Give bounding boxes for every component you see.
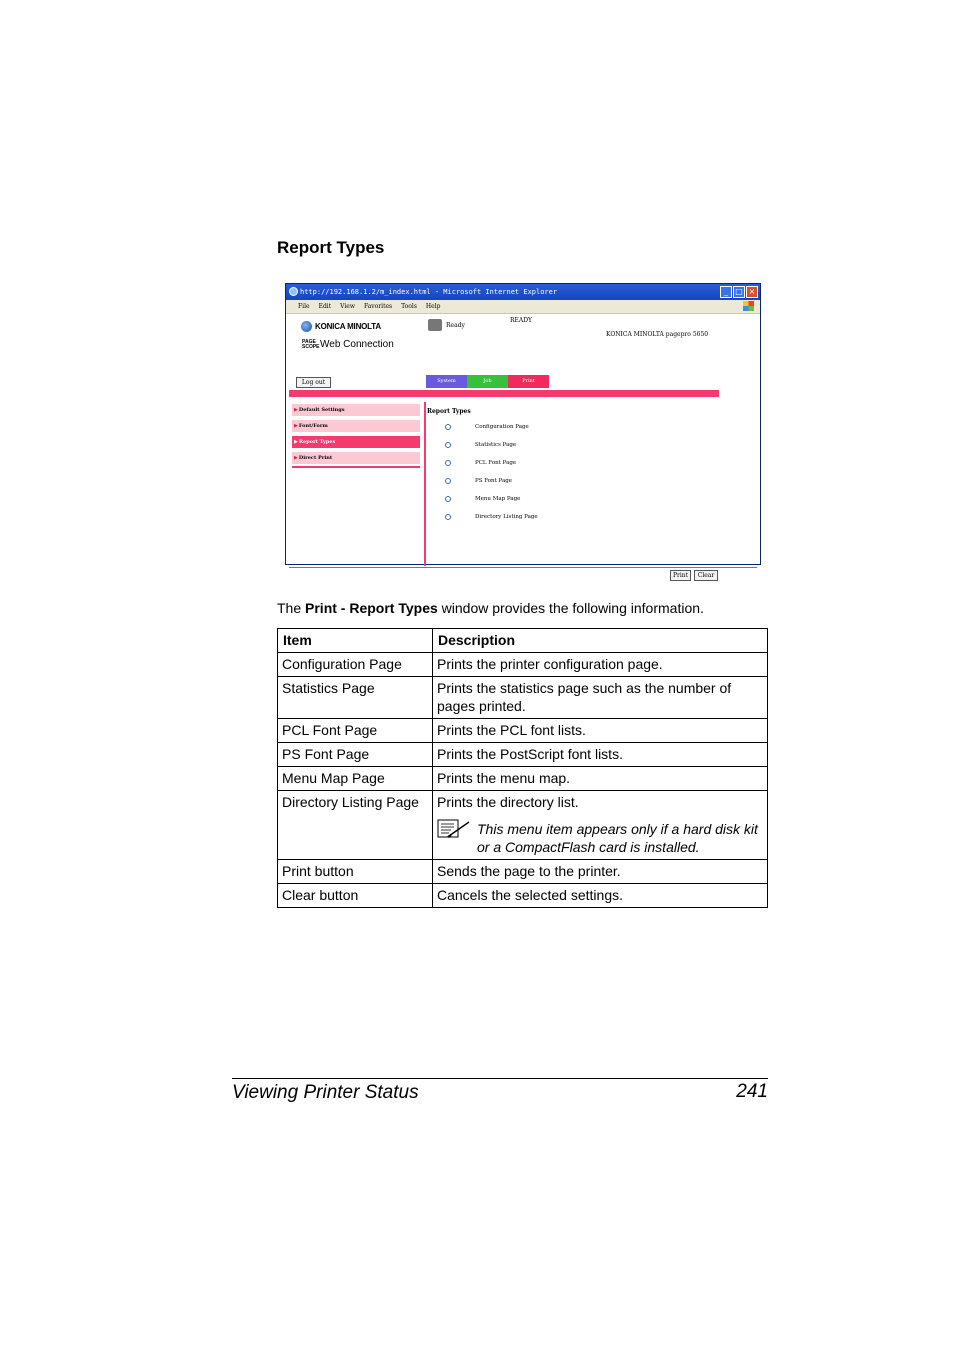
description-text: Prints the directory list. <box>437 794 579 810</box>
table-row <box>278 860 768 884</box>
browser-titlebar <box>286 284 760 300</box>
maximize-icon[interactable]: □ <box>733 286 745 298</box>
close-icon[interactable]: × <box>746 286 758 298</box>
header-divider <box>289 390 719 397</box>
printer-status-small: Ready <box>446 322 465 329</box>
item-cell: Menu Map Page <box>278 767 433 791</box>
option-label: Statistics Page <box>475 442 517 448</box>
description-cell: Prints the PostScript font lists. <box>433 743 768 767</box>
tab-print[interactable]: Print <box>508 375 549 388</box>
browser-title: http://192.168.1.2/m_index.html - Microsoft Internet Explorer <box>300 288 558 296</box>
footer-chapter: Viewing Printer Status <box>232 1082 419 1103</box>
intro-bold: Print - Report Types <box>305 600 438 616</box>
option-menu-map-page[interactable] <box>445 496 520 502</box>
tab-job[interactable]: Job <box>467 375 508 388</box>
konica-minolta-logo <box>301 321 381 332</box>
description-cell: Prints the printer configuration page. <box>433 653 768 677</box>
description-cell: Cancels the selected settings. <box>433 884 768 908</box>
pagescope-label: PAGE SCOPE <box>302 338 320 350</box>
windows-logo-icon <box>743 301 754 311</box>
globe-icon <box>301 321 312 332</box>
table-row <box>278 677 768 719</box>
panel-title: Report Types <box>427 408 471 415</box>
arrow-icon: ▶ <box>294 423 298 429</box>
option-configuration-page[interactable] <box>445 424 529 430</box>
tab-system[interactable]: System <box>426 375 467 388</box>
nav-label: Default Settings <box>298 407 345 413</box>
nav-label: Direct Print <box>298 455 333 461</box>
ie-icon <box>289 287 298 296</box>
arrow-icon: ▶ <box>294 407 298 413</box>
logout-button[interactable]: Log out <box>296 377 331 388</box>
description-cell: Prints the PCL font lists. <box>433 719 768 743</box>
printer-model: KONICA MINOLTA pagepro 5650 <box>606 331 709 338</box>
menu-help[interactable]: Help <box>425 303 441 310</box>
menu-favorites[interactable]: Favorites <box>363 303 393 310</box>
menu-file[interactable]: File <box>298 303 310 310</box>
intro-after: window provides the following information. <box>437 600 704 616</box>
menu-edit[interactable]: Edit <box>318 303 332 310</box>
side-nav <box>292 404 420 468</box>
minimize-icon[interactable]: _ <box>720 286 732 298</box>
intro-paragraph <box>277 600 704 616</box>
intro-before: The <box>277 600 306 616</box>
nav-divider <box>292 466 420 468</box>
browser-menubar <box>286 300 760 314</box>
nav-font-form[interactable] <box>292 420 420 432</box>
web-connection-logo <box>302 339 394 350</box>
item-cell: Clear button <box>278 884 433 908</box>
table-row <box>278 743 768 767</box>
option-label: PCL Font Page <box>475 460 517 466</box>
main-tabs <box>426 375 549 388</box>
arrow-icon: ▶ <box>294 439 298 445</box>
option-label: Directory Listing Page <box>475 514 538 520</box>
page-number: 241 <box>736 1081 768 1102</box>
note-icon <box>437 818 471 840</box>
menu-tools[interactable]: Tools <box>401 303 417 310</box>
radio-button[interactable] <box>445 460 451 466</box>
clear-button[interactable]: Clear <box>694 570 718 581</box>
table-row <box>278 653 768 677</box>
footer-rule <box>232 1078 768 1079</box>
column-header: Item <box>278 629 433 653</box>
printer-status: READY <box>510 317 533 324</box>
option-statistics-page[interactable] <box>445 442 516 448</box>
nav-direct-print[interactable] <box>292 452 420 464</box>
info-table <box>277 628 768 908</box>
menu-view[interactable]: View <box>340 303 355 310</box>
print-button[interactable]: Print <box>670 570 691 581</box>
table-row <box>278 767 768 791</box>
description-cell: Sends the page to the printer. <box>433 860 768 884</box>
nav-label: Font/Form <box>298 423 328 429</box>
nav-default-settings[interactable] <box>292 404 420 416</box>
nav-label: Report Types <box>298 439 336 445</box>
option-pcl-font-page[interactable] <box>445 460 516 466</box>
table-row <box>278 719 768 743</box>
column-header: Description <box>433 629 768 653</box>
radio-button[interactable] <box>445 514 451 520</box>
browser-screenshot <box>285 283 761 579</box>
nav-report-types[interactable] <box>292 436 420 448</box>
description-cell <box>433 791 768 860</box>
note-text: This menu item appears only if a hard disk kit or a CompactFlash card is installed. <box>477 821 758 855</box>
option-label: PS Font Page <box>475 478 513 484</box>
printer-icon <box>428 319 442 331</box>
note <box>437 820 763 856</box>
radio-button[interactable] <box>445 496 451 502</box>
option-ps-font-page[interactable] <box>445 478 512 484</box>
option-label: Menu Map Page <box>475 496 521 502</box>
option-directory-listing-page[interactable] <box>445 514 538 520</box>
item-cell: PCL Font Page <box>278 719 433 743</box>
item-cell: Print button <box>278 860 433 884</box>
web-connection-label: Web Connection <box>320 339 394 350</box>
item-cell: Directory Listing Page <box>278 791 433 860</box>
table-row <box>278 791 768 860</box>
item-cell: Statistics Page <box>278 677 433 719</box>
radio-button[interactable] <box>445 442 451 448</box>
description-cell: Prints the menu map. <box>433 767 768 791</box>
radio-button[interactable] <box>445 424 451 430</box>
item-cell: PS Font Page <box>278 743 433 767</box>
table-header-row <box>278 629 768 653</box>
footer-divider <box>289 567 757 568</box>
brand-name: KONICA MINOLTA <box>315 322 381 331</box>
vertical-divider <box>424 402 426 566</box>
arrow-icon: ▶ <box>294 455 298 461</box>
table-row <box>278 884 768 908</box>
item-cell: Configuration Page <box>278 653 433 677</box>
option-label: Configuration Page <box>475 424 529 430</box>
radio-button[interactable] <box>445 478 451 484</box>
browser-content <box>286 314 760 579</box>
section-title: Report Types <box>277 238 385 257</box>
description-cell: Prints the statistics page such as the number of pages printed. <box>433 677 768 719</box>
